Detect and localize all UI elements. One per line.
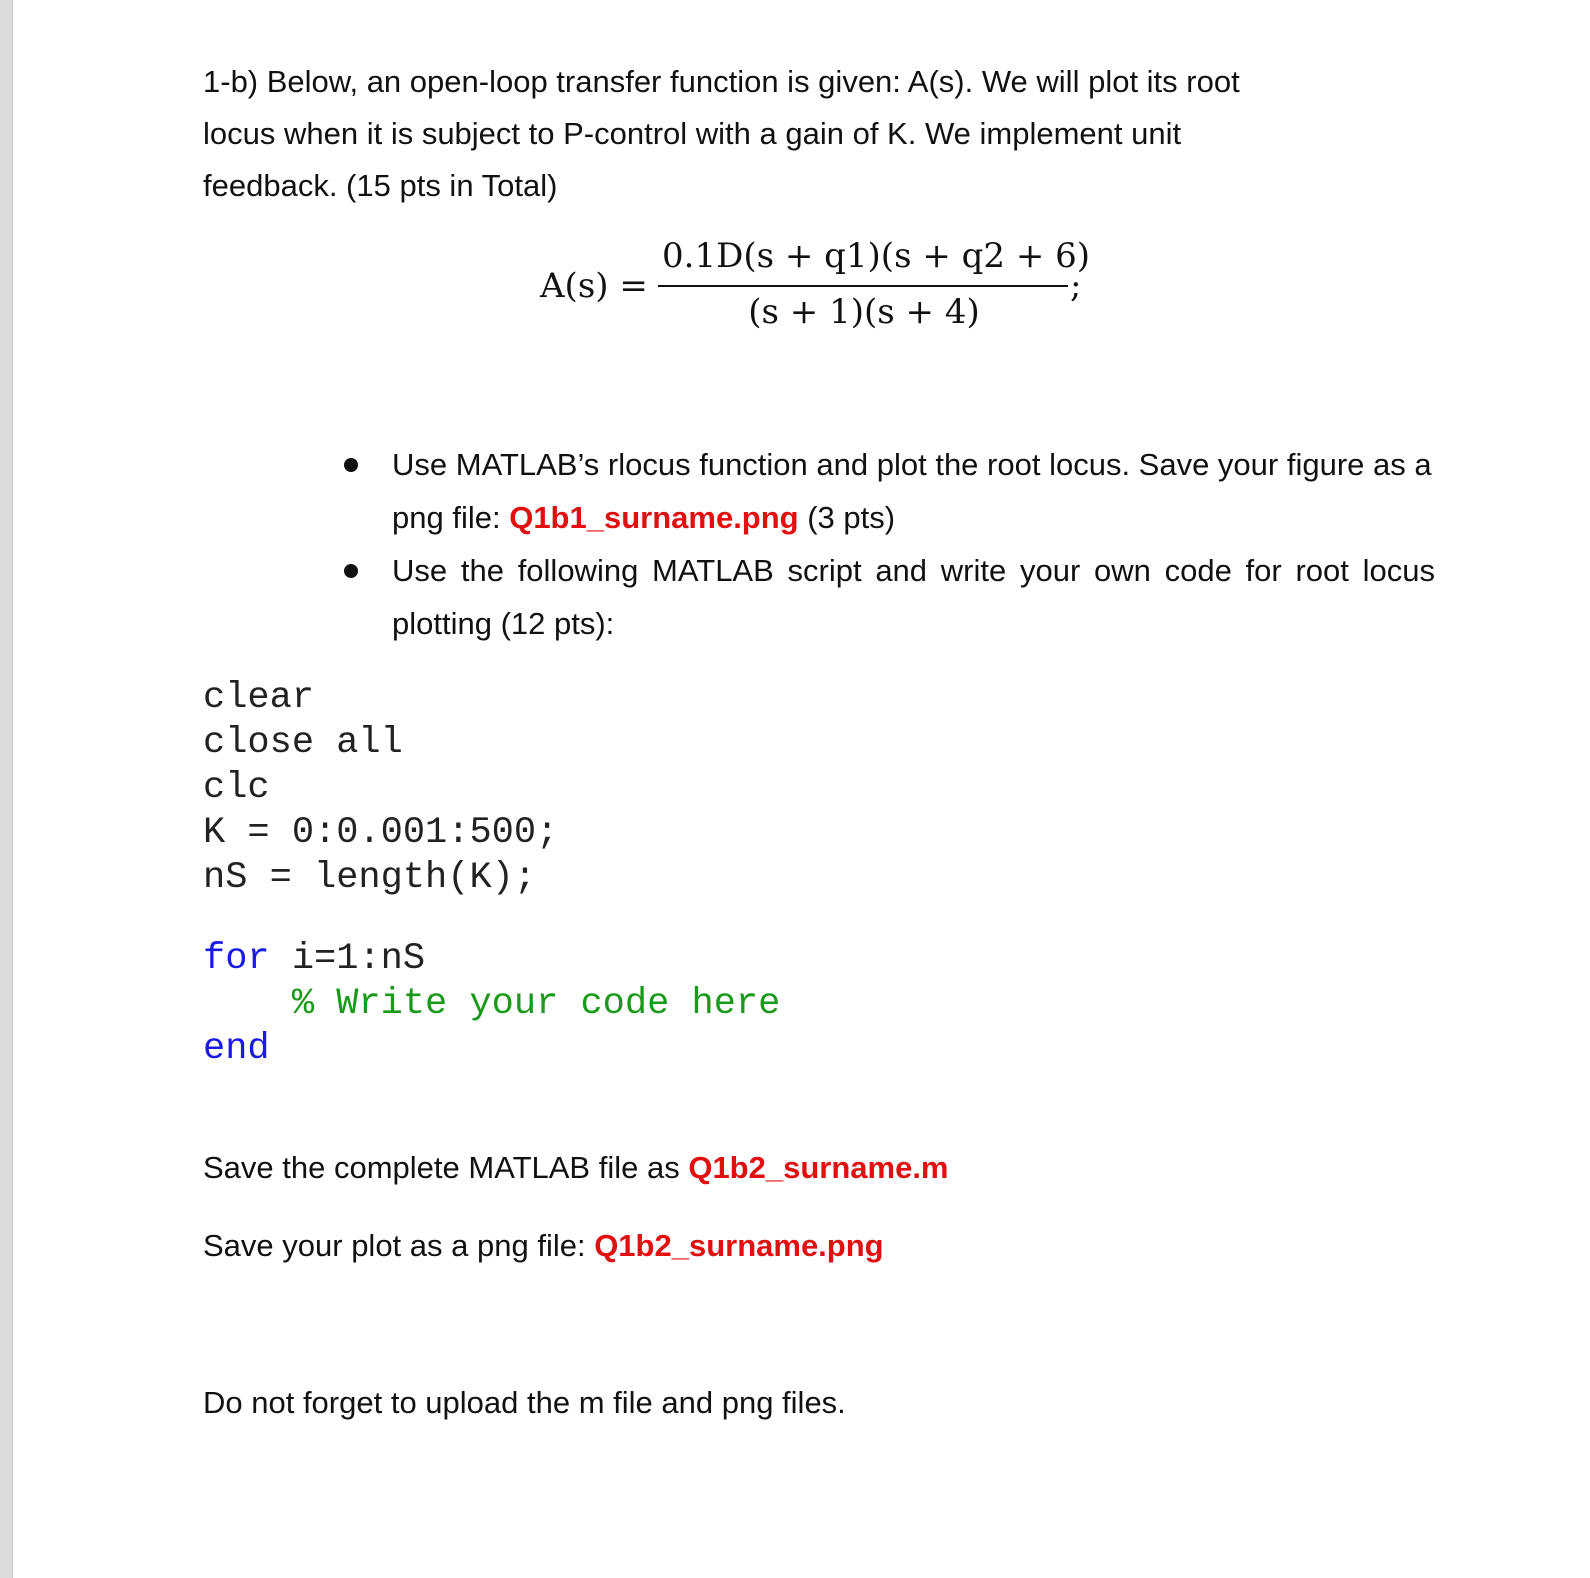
save-png-text: Save your plot as a png file: (203, 1228, 595, 1263)
save-png-filename: Q1b2_surname.png (594, 1228, 884, 1263)
intro-line-1: 1-b) Below, an open-loop transfer function is given: A(s). We will plot its root (203, 64, 1240, 99)
bullet-icon (344, 458, 358, 472)
code-line: nS = length(K); (203, 857, 537, 899)
upload-reminder: Do not forget to upload the m file and png files. (203, 1385, 846, 1420)
for-keyword: for (203, 938, 270, 980)
end-keyword: end (203, 1028, 270, 1070)
save-m-text: Save the complete MATLAB file as (203, 1150, 689, 1185)
code-line-for (203, 937, 780, 982)
save-png-instruction (203, 1228, 884, 1264)
intro-line-3: feedback. (15 pts in Total) (203, 168, 558, 203)
code-line: K = 0:0.001:500; (203, 812, 559, 854)
task-bullet-list (340, 438, 1435, 650)
bullet-1-text: Use MATLAB’s rlocus function and plot the root locus. Save your figure as a png file: (392, 447, 1432, 535)
equation-numerator: 0.1D(s + q1)(s + q2 + 6) (662, 236, 1091, 276)
equation-terminator: ; (1070, 266, 1082, 306)
for-range: i=1:nS (269, 938, 426, 980)
code-line: clear (203, 677, 315, 719)
bullet-icon (344, 564, 358, 578)
save-m-instruction (203, 1150, 949, 1186)
equation-denominator: (s + 1)(s + 4) (748, 292, 980, 332)
bullet-item-script (340, 544, 1435, 650)
code-line: clc (203, 767, 270, 809)
left-margin-bar (0, 0, 13, 1578)
bullet-1-filename: Q1b1_surname.png (509, 500, 799, 535)
code-line-end (203, 1027, 780, 1072)
equation-lhs: A(s) = (540, 266, 648, 306)
bullet-1-points: (3 pts) (798, 500, 896, 535)
fraction-bar (658, 285, 1068, 287)
transfer-function-equation (540, 236, 1100, 336)
intro-paragraph (203, 56, 1383, 212)
code-line: close all (203, 722, 403, 764)
code-line-comment (203, 982, 780, 1027)
bullet-2-text: Use the following MATLAB script and write your own code for root locus plotting (12 pts): (392, 553, 1435, 641)
intro-line-2: locus when it is subject to P-control with a gain of K. We implement unit (203, 116, 1182, 151)
bullet-item-rlocus (340, 438, 1435, 544)
code-comment: % Write your code here (291, 983, 781, 1025)
matlab-code-block (203, 676, 780, 1072)
save-m-filename: Q1b2_surname.m (688, 1150, 949, 1185)
